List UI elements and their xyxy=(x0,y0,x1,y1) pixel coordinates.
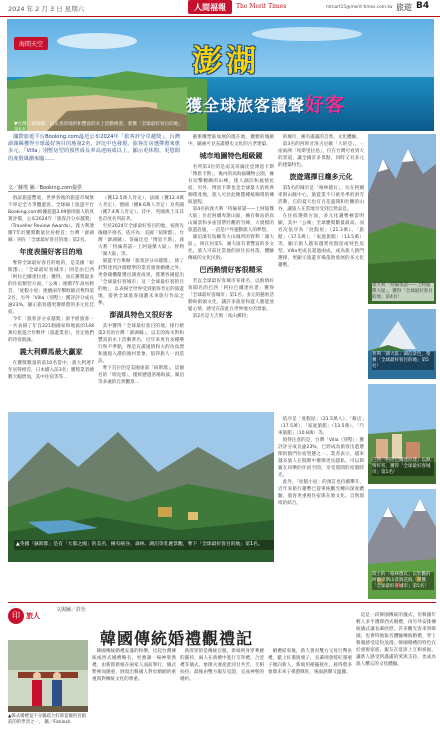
trentino-photo xyxy=(368,134,436,304)
article-paragraph: 值得注意的是，台灣「Villa（別墅）」獲評評分成長逾23%，已經成為旅客出遊選擇的熱門住宿型態之一。業者表示，越來越多旅人在假期中選擇更具隱私、可以與親友同樂的住宿空間，享受悠閒的度假時光。 xyxy=(278,438,364,478)
badge-char: 印 xyxy=(8,608,24,624)
article-paragraph: 俗諺旅遊豐收，世界各地的旅遊市場無不卯足全力爭攬遊客。全球線上旅遊平台Booking.com根據超過3.09億則旅人的真實評價，公布2024年「旅客評分卓越獎」（Traveller Review Awards）。義大利連續7年於獲獎數量位居榜首；台灣「澎湖縣」則在「全球最好客目的地」第2名。 xyxy=(8,196,94,243)
article-paragraph: 第3名的西班牙洛古尼歐「大的亞」，一座兩洲「埃斯里拉島」，位在台灣可看到大的景道，讓全國許多景點，同時又有多元的建築特色。 xyxy=(278,142,364,168)
section-subheading: 城市地圖特色超級鏡 xyxy=(199,152,263,160)
section-subheading: 澎湖具特色又很好客 xyxy=(109,311,173,319)
headline-sub-b: 好客 xyxy=(305,94,346,116)
contact-email: mtnart15@merit-times.com.tw xyxy=(326,5,393,10)
article-column-4 xyxy=(278,134,364,412)
bottom-column-1: 韓國傳統婚禮充滿的和樂，比起台灣傳統或西式婚禮略有，更強調一場神聖典禮，由新郎新娘在兩家人面前舉行，儀式繁複而隆重，展現出韓國人對於婚姻的重視與對傳統文化的尊重。 xyxy=(92,649,176,682)
bottom-headline: 韓國傳統婚禮觀禮記 xyxy=(100,629,254,648)
section-subheading: 義大利蟬馬最大贏家 xyxy=(19,348,83,356)
badge-label: 旅人 xyxy=(26,612,40,620)
article-paragraph: 今年「旅客評分卓越獎」頒予給旅客一一共表揚了年自221個國家和地區的148萬位旅遊合作夥伴（旅遊業者），肯定他們的待客熱誠。 xyxy=(8,317,94,343)
article-paragraph: 若以全球最好客城市來排名，以熱情好客聞名的巴西「阿拉巴爾達拉達」獲得「全球最好客城市」第1名。多元的藝術活動和街頭文化，讓許多旅客和遊人藝能放鬆心情，感受在前此在世界地方的景象。 xyxy=(188,279,274,312)
section-name: 旅遊 xyxy=(396,3,412,12)
article-intro: 國際旅遊平台Booking.com最近公布2024年「旅客評分卓越獎」，台灣澎湖縣獲得全球最好客目的地第2名，評比中也發現，旅客訂房選擇愈來愈多元，「Villa」別墅房型的預售成長率高達兩成以上，顯示更休閒、更悠閒的度假風潮來臨…… xyxy=(8,134,180,162)
article-column-1 xyxy=(8,195,94,395)
article-paragraph: 奪得全球最好客目的地的，是美國「紐斯郡」；「全球最好客城市」則是由巴西「阿拉巴爾達拉達」獲得，而在獲獎最多的住宿類型方面，「公寓」連續7年高居榜首，「度假小屋」連續兩年擊敗飯店奪得第2名，另外「Villa（別墅）」獲評評分成長逾23%，顯示旅客越更選擇愈的多元化佳宿。 xyxy=(8,261,94,315)
article-paragraph: 第2名是大吉嶺「高山郵特」 xyxy=(192,314,251,319)
article-paragraph: 其中獲得「全球最好客目的地」排行榜第2名的台灣「澎湖縣」，以友的海水對和豐富的水上活動著名，近年來更有多種樂行和不季點，像是充滿風情和大的仿魚漂和漁船入港的漁村景象，值得旅人一再造訪。 xyxy=(98,324,184,364)
article-paragraph: 旅遊平台舉辦「旅客評分卓越獎」，除了針對達到評價標準的業者頒發續優之外，更會藉機釐選出調查成果，將選各國提出「全球最好客城市」及「全球最好客的目的地」，以表揚全世界受到旅客肯定的旅遊地，提供全球旅客規劃未來旅行作品之參。 xyxy=(98,259,184,306)
article-paragraph: 至於2024年全球最好客目的地，按照先後順序排名，依序為：美國「紐斯郡」、台灣「澎湖縣」、哥倫比亞「博恩卡斯」、義大利「特倫蒂諾－上阿迪傑大區」、智利「湖大區」等。 xyxy=(98,224,184,257)
wedding-photo xyxy=(8,640,88,712)
article-paragraph: 在住宿選擇方面，多元化趨勢極當明顯，其中「公寓」全球獲獎數量最高。而名次依序為「度假屋」（21.3萬）、「旅館」（17.5萬）、「家庭旅館」（13.5萬）等，顯示旅人越來越愛度假屋或特色房型，Villa更成長超過兩成，成為旅人熱門選擇，更顯示旅遊市場蓬勃發展的多元化趨勢。 xyxy=(278,214,364,268)
article-paragraph: 奪下首位的是美國東部「紐斯郡」，這個名的「瑞克郡」，僅經歷過洛場海波、湖泊等多處的自然觀景… xyxy=(98,366,184,385)
bottom-column-3: 婚禮結束後，新人會向雙方父母行幣帛禮，獻上紅棗與栗子，長輩則會將紅棗栗子拋向新人，新娘用裙擺接住，接得愈多象徵未來子孫愈興旺，場面熱鬧又溫馨。 xyxy=(268,649,352,675)
section-subheading: 巴西熱情好客很精采 xyxy=(199,266,263,274)
brazil-city-caption: 巴西「阿拉巴爾達拉達」以熱情好客，獲得「全球最好客城市」第1名！ xyxy=(372,458,434,476)
article-column-2 xyxy=(98,195,184,395)
publication-name: The Merit Times xyxy=(236,3,287,10)
article-paragraph: 的城市，擁有滿滿的自然、文化體驗。 xyxy=(282,135,361,140)
headline-main: 澎湖 xyxy=(192,44,260,79)
byline-divider xyxy=(8,191,186,192)
hero-tag: 海間天空 xyxy=(14,37,48,50)
wedding-photo-caption: ▲韓式婚禮宴不分親疏大好節宴慶的宮殿前的的學習之一。 攝／Ficklock xyxy=(8,714,87,725)
bottom-column-4: 這是一段韓國傳統的儀式，但韓國年輕人多半選擇西式婚禮，再另外安排傳統儀式讓長輩欣慰。許多觀光客來到韓國，也會特地報名體驗傳統婚禮，穿上韓服感受這份浪漫。韓國婚禮的特色在於重視家族，親友在宴席上互相祝福，讓新人感受到滿滿的愛與支持，也成為旅人難忘的文化體驗。 xyxy=(356,613,436,667)
landscape-photo-caption: ▲英國「蘇斯郡」是有「大都之國」的美名，擁有峽谷、森林、湖泊等壯麗景觀，奪下「全球最好客目的地」第1名。 xyxy=(14,540,274,550)
article-paragraph: 第4名的義大利「特倫蒂諾——上阿迪傑大區」位於阿爾卑斯山區，擁有韓站的高山湖景和多座頂帶壯觀的雪峰，大規模的旅遊設施，一直是戶外運動旅人的夢想。 xyxy=(188,207,274,233)
issue-date: 2024 年 2 月 3 日 星期六 xyxy=(8,5,85,13)
article-column-3 xyxy=(188,134,274,412)
bottom-column-2: 新郎穿的是傳統官服，新娘則身穿華麗的圓衫，兩人在典禮中進行交拜禮、合巹禮等儀式，象徵夫妻從此同甘共苦、互相扶持，最後由雙方親友見證，完成神聖的婚約。 xyxy=(180,649,264,682)
article-paragraph: 湖泊濱有島嶼等大山城所的智利「湖大區」，則在居第5，湖大區有著豐富的多文化，旅人可前往當地的原住民村落，體驗傳統的文化民俗。 xyxy=(188,235,274,261)
article-paragraph: 依序是「度假屋」（21.5萬人）、「飯店」（17.5萬）、「家庭旅館」（13.5萬）、「汽車旅館」（10.8萬）等。 xyxy=(278,417,364,436)
chile-lake-caption: 智利「湖大區」湖泊景色，榮獲「全球最好客目的地」第5名！ xyxy=(372,352,434,370)
article-paragraph: 藝術雕塑區加展的現在地，優雅的城鎮中，隨處可見充滿歷史文化的古老建築。 xyxy=(188,135,274,147)
article-byline: 文／蘇瑤 圖／Booking.com提供 xyxy=(8,185,83,191)
trentino-caption: 義大利「特倫蒂諾——上阿迪傑大區」，獲得「全球最好客目的地」第4名！ xyxy=(372,283,433,300)
headline-sub xyxy=(186,90,345,117)
section-divider xyxy=(8,602,436,603)
grindelwald-caption: 瑞士的「格林德瓦」以壯觀的阿爾卑斯山景與花海，榮獲「全球最好客城市」第5名！ xyxy=(372,572,434,590)
article-paragraph: 此外，「度假小屋」的預訂也持續攀升，近年來旅行趨勢已從單純觀光轉向深度體驗，旅客更重視住宿與在地文化、自然環境的結合。 xyxy=(278,480,364,506)
hero-caption: ▼台灣「澎湖縣」以友善的地形和豐富的水上活動吸客，榮獲「全球最好客目的地」第6名。 xyxy=(14,122,183,133)
newspaper-logo: 人間福報 xyxy=(188,0,232,14)
article-paragraph: 在獲獎數量的前10名當中，義大利連7年居得榜首，日本續入前3名；獲獎業者總數大幅增加，其中住宿等等… xyxy=(8,361,94,380)
article-paragraph: （獲12.5萬人肯定）、法國（獲12.4萬人肯定）、德國（獲8.6萬人肯定）及英國（獲7.4萬人肯定）。其中，英國與土耳其也首度名列前茅。 xyxy=(98,196,184,222)
section-subheading: 年度表揚好客目的地 xyxy=(19,248,83,256)
article-paragraph: 名列第3位的是南美哥倫比亞博恩卡斯「博恩卡斯」，後內的高海拔購物公園，擁有衍擊精緻的山峰，迷人湖泊和風情民宿，另外，博恩卡斯也是全球最大的經典咖啡產地，旅人可於此飽覽種植咖啡的傳統過程。 xyxy=(188,165,274,205)
article-column-5 xyxy=(278,416,364,600)
section-subheading: 旅遊選擇日趨多元化 xyxy=(289,173,353,181)
bottom-byline: 文與圖／許仕 xyxy=(56,607,87,613)
page-number: B4 xyxy=(416,1,430,11)
column-badge xyxy=(8,606,42,628)
headline-sub-a: 獲全球旅客讚聲 xyxy=(186,96,306,115)
article-paragraph: 第5名的城市是「格林德瓦」，位在阿爾卑斯山脈中心，旅遊業不只被冬季的滑雪活動，它的夏天也有百花盛開和壯觀的山谷，讓旅人在當地享受到自然氣息。 xyxy=(278,186,364,212)
